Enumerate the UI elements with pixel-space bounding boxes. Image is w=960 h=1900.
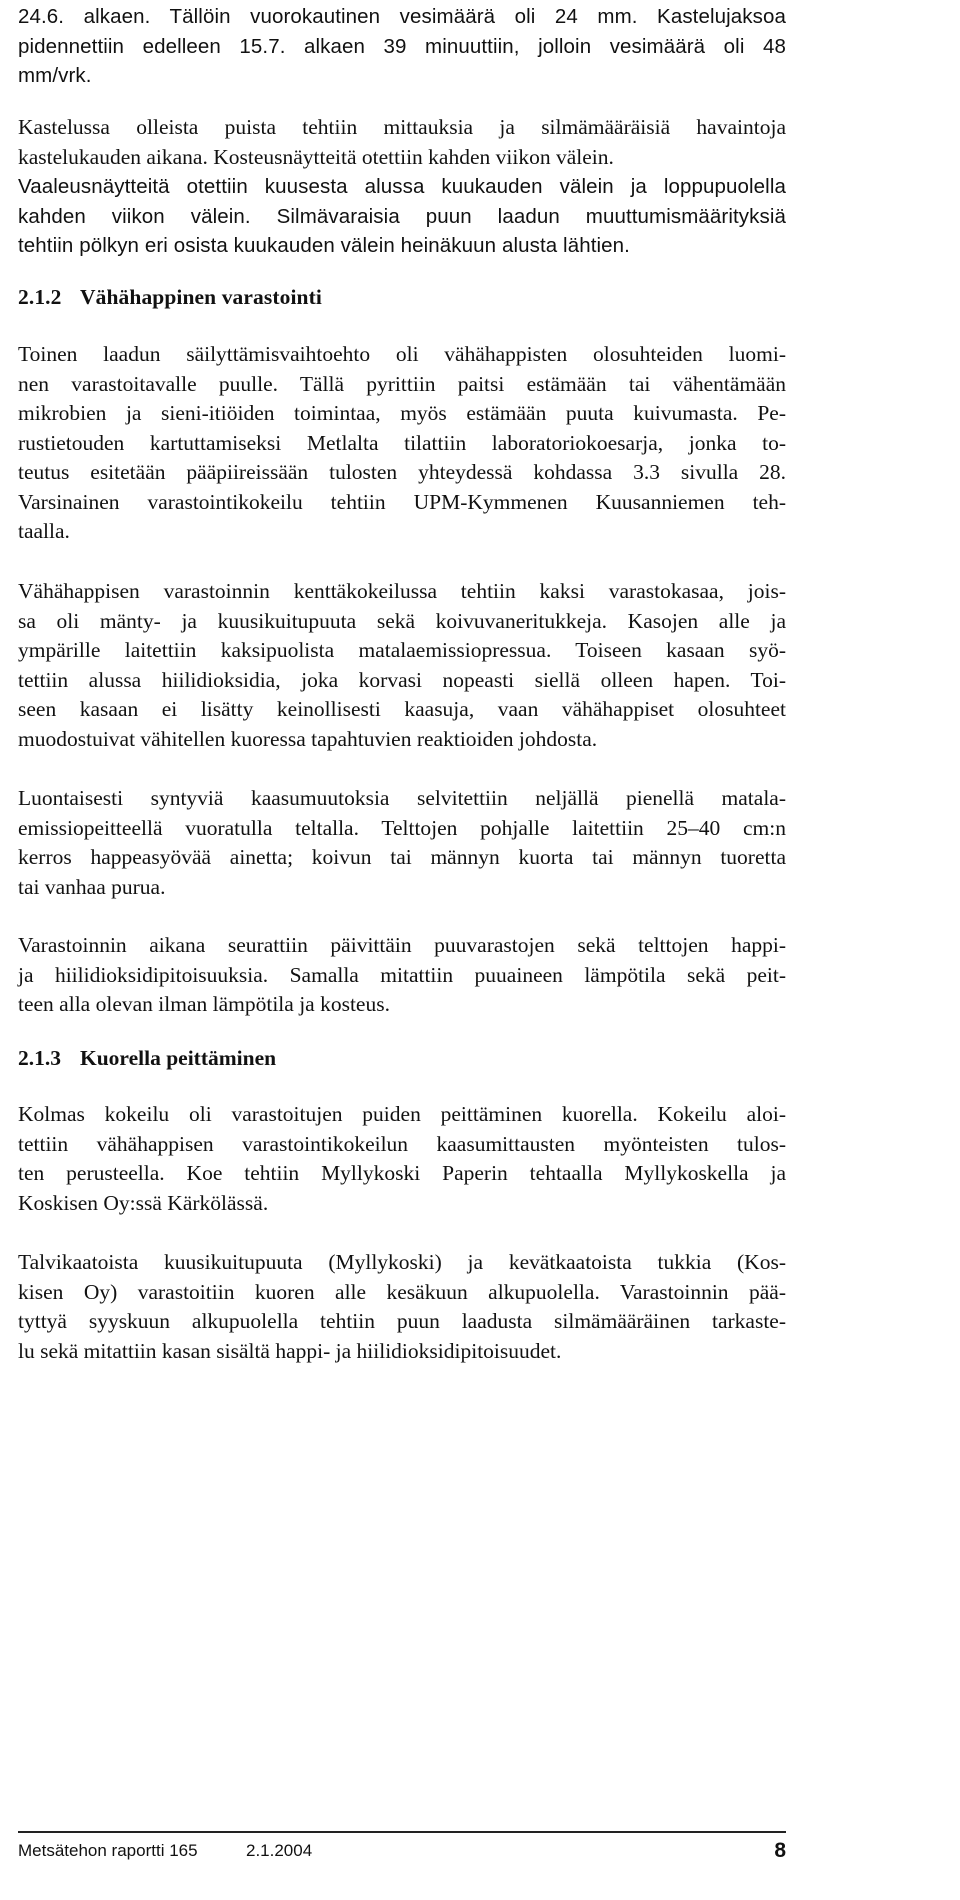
section-number: 2.1.3 [18,1046,61,1070]
paragraph-low-oxygen-intro [18,340,786,547]
footer-divider [18,1831,786,1833]
report-title: Metsätehon raportti 165 [18,1841,198,1860]
paragraph-irrigation-schedule [18,2,786,91]
text-line: mikrobien ja sieni-itiöiden toimintaa, myös estämään puuta kuivumasta. Pe- [18,401,786,425]
text-line: teutus esitetään pääpiireissään tulosten yhteydessä kohdassa 3.3 sivulla 28. [18,460,786,484]
text-line: pidennettiin edelleen 15.7. alkaen 39 minuuttiin, jolloin vesimäärä oli 48 [18,34,786,58]
text-line: ten perusteella. Koe tehtiin Myllykoski Paperin tehtaalla Myllykoskella ja [18,1161,786,1185]
text-line: kisen Oy) varastoitiin kuoren alle kesäkuun alkupuolella. Varastoinnin pää- [18,1279,786,1304]
text-line: Vaaleusnäytteitä otettiin kuusesta alussa kuukauden välein ja loppupuolella [18,175,786,198]
text-line: taalla. [18,519,70,543]
text-line: tai vanhaa purua. [18,874,166,899]
text-line: 24.6. alkaen. Tällöin vuorokautinen vesimäärä oli 24 mm. Kastelujaksoa [18,5,786,28]
text-line: Kastelussa olleista puista tehtiin mittauksia ja silmämääräisiä havaintoja [18,115,786,139]
paragraph-field-trial [18,577,786,754]
text-line: lu sekä mitattiin kasan sisältä happi- ja hiilidioksidipitoisuudet. [18,1338,562,1363]
text-line: tehtiin pölkyn eri osista kuukauden välein heinäkuun alusta lähtien. [18,234,630,257]
text-line: Talvikaatoista kuusikuitupuuta (Myllykoski) ja kevätkaatoista tukkia (Kos- [18,1250,786,1274]
text-line: Kolmas kokeilu oli varastoitujen puiden peittäminen kuorella. Kokeilu aloi- [18,1102,786,1126]
text-line: rustietouden kartuttamiseksi Metlalta tilattiin laboratoriokoesarja, jonka to- [18,430,786,455]
text-line: kahden viikon välein. Silmävaraisia puun laadun muuttumismäärityksiä [18,204,786,228]
section-title: Vähähappinen varastointi [80,285,322,309]
page-footer [18,1836,786,1866]
text-line: ympärille laitettiin kaksipuolista matalaemissiopressua. Toiseen kasaan syö- [18,638,786,662]
paragraph-monitoring [18,931,786,1020]
report-date: 2.1.2004 [246,1841,313,1860]
text-line: tettiin alussa hiilidioksidia, joka korvasi nopeasti siellä olleen hapen. Toi- [18,667,786,692]
text-line: Vähähappisen varastoinnin kenttäkokeilussa tehtiin kaksi varastokasaa, jois- [18,579,786,603]
text-line: tyttyä syyskuun alkupuolella tehtiin puun laadusta silmämääräinen tarkaste- [18,1309,786,1333]
text-line: Koskisen Oy:ssä Kärkölässä. [18,1190,269,1215]
page-number: 8 [774,1839,786,1862]
text-line: Toinen laadun säilyttämisvaihtoehto oli vähähappisten olosuhteiden luomi- [18,342,786,366]
text-line: ja hiilidioksidipitoisuuksia. Samalla mitattiin puuaineen lämpötila sekä peit- [18,962,786,987]
text-line: kastelukauden aikana. Kosteusnäytteitä otettiin kahden viikon välein. [18,144,614,169]
paragraph-measurements [18,113,786,261]
paragraph-bark-storage [18,1248,786,1366]
paragraph-bark-covering [18,1100,786,1218]
section-heading [18,1044,276,1073]
text-line: mm/vrk. [18,64,92,87]
section-heading [18,283,322,312]
section-title: Kuorella peittäminen [80,1046,277,1070]
text-line: emissiopeitteellä vuoratulla teltalla. Telttojen pohjalle laitettiin 25–40 cm:n [18,815,786,840]
text-line: Varastoinnin aikana seurattiin päivittäin puuvarastojen sekä telttojen happi- [18,933,786,957]
text-line: tettiin vähähappisen varastointikokeilun kaasumittausten myönteisten tulos- [18,1131,786,1156]
text-line: Luontaisesti syntyviä kaasumuutoksia selvitettiin neljällä pienellä matala- [18,786,786,810]
text-line: kerros happeasyövää ainetta; koivun tai männyn kuorta tai männyn tuoretta [18,845,786,869]
text-line: teen alla olevan ilman lämpötila ja kosteus. [18,992,390,1016]
text-line: nen varastoitavalle puulle. Tällä pyrittiin paitsi estämään tai vähentämään [18,371,786,396]
text-line: muodostuivat vähitellen kuoressa tapahtuvien reaktioiden johdosta. [18,726,598,751]
paragraph-gas-changes [18,784,786,902]
text-line: Varsinainen varastointikokeilu tehtiin UPM-Kymmenen Kuusanniemen teh- [18,489,786,514]
text-line: sa oli mänty- ja kuusikuitupuuta sekä koivuvaneritukkeja. Kasojen alle ja [18,608,786,633]
section-number: 2.1.2 [18,285,62,309]
text-line: seen kasaan ei lisätty keinollisesti kaasuja, vaan vähähappiset olosuhteet [18,697,786,721]
